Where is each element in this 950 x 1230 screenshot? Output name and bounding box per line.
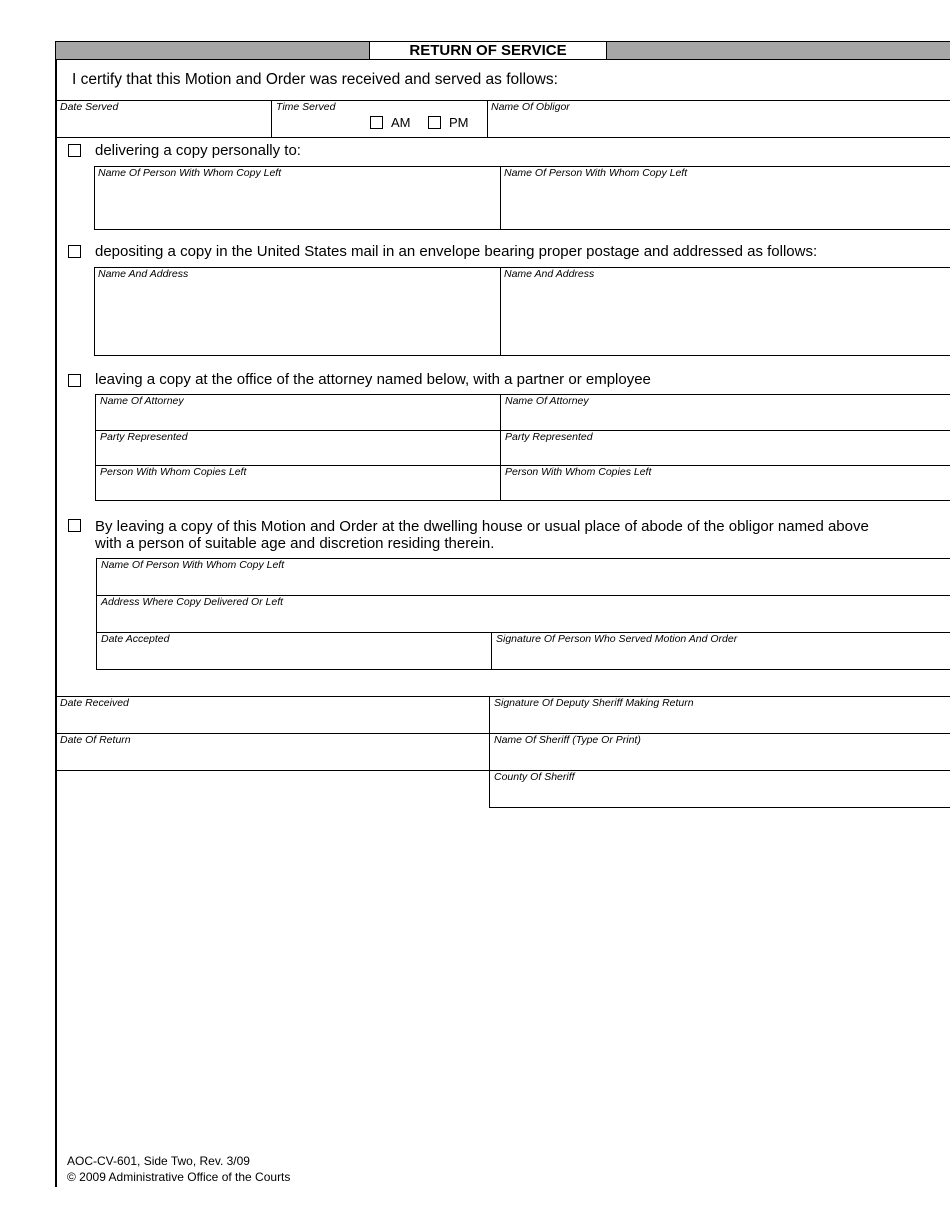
top-row-line-bottom (56, 137, 950, 138)
option-attorney-checkbox[interactable] (68, 374, 81, 387)
option-dwelling-text-1: By leaving a copy of this Motion and Order at the dwelling house or usual place of abode of the obligor named above (95, 518, 869, 535)
option-dwelling-checkbox[interactable] (68, 519, 81, 532)
name-of-obligor-field[interactable]: Name Of Obligor (491, 101, 570, 113)
page-left-border (55, 41, 57, 1187)
option-attorney-text: leaving a copy at the office of the attorney named below, with a partner or employee (95, 371, 651, 388)
am-label: AM (391, 115, 411, 130)
option-dwelling-text-2: with a person of suitable age and discretion residing therein. (95, 535, 495, 552)
time-served-field[interactable]: Time Served (276, 101, 336, 113)
date-served-field[interactable]: Date Served (60, 101, 119, 113)
opt3-attorney-left-field[interactable]: Name Of Attorney (100, 395, 184, 407)
option-personal-text: delivering a copy personally to: (95, 142, 301, 159)
county-of-sheriff-field[interactable]: County Of Sheriff (494, 771, 575, 783)
title-box (369, 41, 607, 60)
opt4-address-field[interactable]: Address Where Copy Delivered Or Left (101, 596, 284, 608)
opt2-mid (500, 267, 501, 355)
pm-checkbox[interactable] (428, 116, 441, 129)
top-row-div-1 (271, 100, 272, 137)
opt3-line-4 (95, 500, 950, 501)
opt3-mid (500, 394, 501, 500)
option-mail-checkbox[interactable] (68, 245, 81, 258)
form-id: AOC-CV-601, Side Two, Rev. 3/09 (67, 1154, 250, 1168)
opt3-person-left-field[interactable]: Person With Whom Copies Left (100, 466, 247, 478)
opt3-person-right-field[interactable]: Person With Whom Copies Left (505, 466, 652, 478)
certify-statement: I certify that this Motion and Order was received and served as follows: (72, 71, 558, 88)
opt3-party-left-field[interactable]: Party Represented (100, 431, 188, 443)
opt4-person-field[interactable]: Name Of Person With Whom Copy Left (101, 559, 285, 571)
opt2-line-bottom (94, 355, 950, 356)
opt2-left-edge (94, 267, 95, 355)
option-mail-text: depositing a copy in the United States mail in an envelope bearing proper postage and addressed as follows: (95, 243, 818, 260)
opt4-line-4 (96, 669, 950, 670)
opt4-signature-field[interactable]: Signature Of Person Who Served Motion And Order (496, 633, 738, 645)
opt1-person-right-field[interactable]: Name Of Person With Whom Copy Left (504, 167, 688, 179)
opt3-party-right-field[interactable]: Party Represented (505, 431, 593, 443)
copyright: © 2009 Administrative Office of the Courts (67, 1170, 291, 1184)
opt4-mid (491, 632, 492, 669)
opt3-left-edge (95, 394, 96, 500)
opt2-address-right-field[interactable]: Name And Address (504, 268, 595, 280)
date-of-return-field[interactable]: Date Of Return (60, 734, 131, 746)
bottom-mid (489, 696, 490, 807)
bottom-line-4 (489, 807, 950, 808)
opt2-address-left-field[interactable]: Name And Address (98, 268, 189, 280)
opt1-person-left-field[interactable]: Name Of Person With Whom Copy Left (98, 167, 282, 179)
top-row-div-2 (487, 100, 488, 137)
opt1-mid (500, 166, 501, 229)
option-personal-checkbox[interactable] (68, 144, 81, 157)
opt3-attorney-right-field[interactable]: Name Of Attorney (505, 395, 589, 407)
date-received-field[interactable]: Date Received (60, 697, 129, 709)
opt1-left-edge (94, 166, 95, 229)
pm-label: PM (449, 115, 469, 130)
opt4-left-edge (96, 558, 97, 669)
opt1-line-bottom (94, 229, 950, 230)
signature-deputy-field[interactable]: Signature Of Deputy Sheriff Making Return (494, 697, 694, 709)
am-checkbox[interactable] (370, 116, 383, 129)
name-of-sheriff-field[interactable]: Name Of Sheriff (Type Or Print) (494, 734, 641, 746)
opt4-date-accepted-field[interactable]: Date Accepted (101, 633, 170, 645)
page-title: RETURN OF SERVICE (409, 42, 567, 59)
